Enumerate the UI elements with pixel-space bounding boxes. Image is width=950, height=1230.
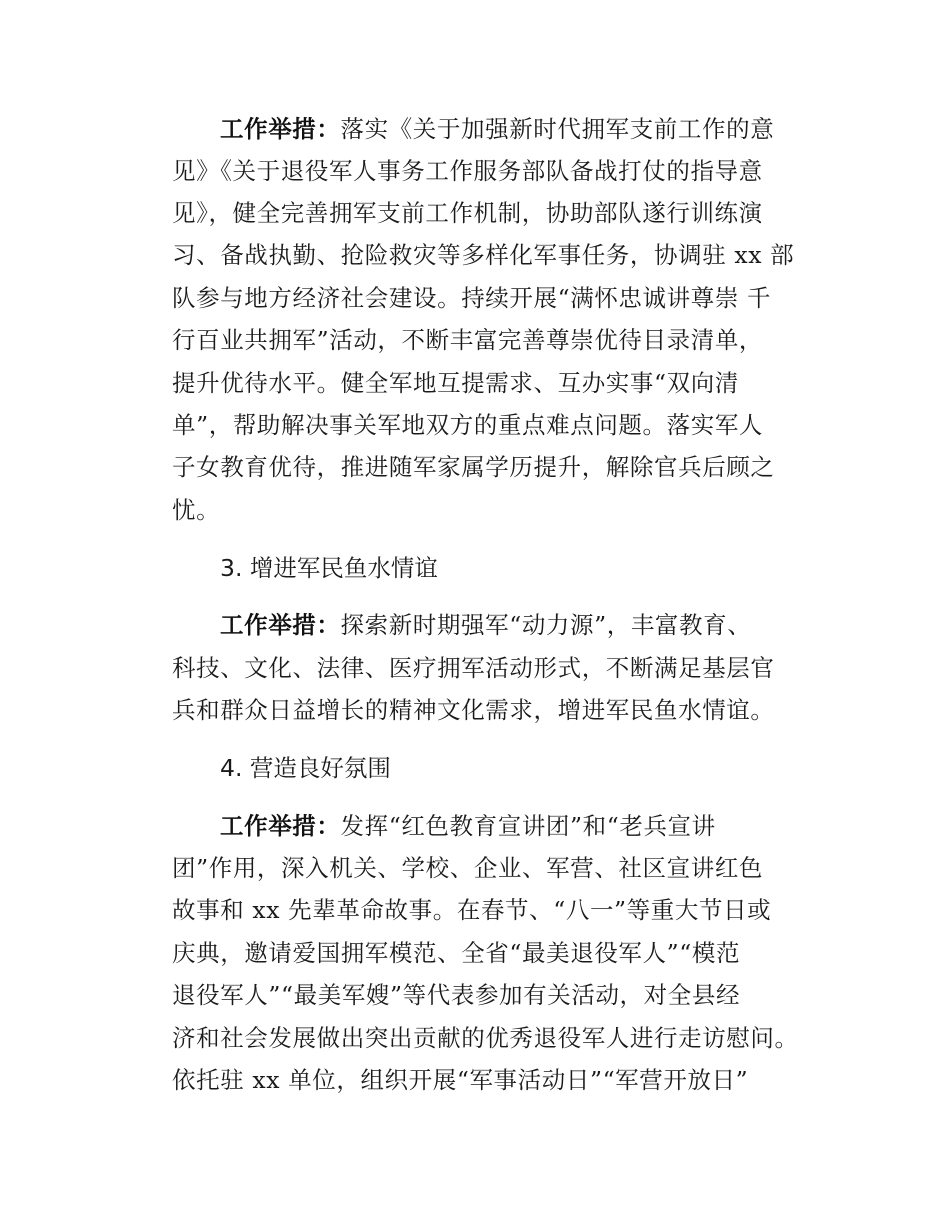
paragraph-line: 兵和群众日益增长的精神文化需求，增进军民鱼水情谊。 [172,696,775,724]
work-measures-label: 工作举措： [220,115,341,143]
paragraph-line: 单”，帮助解决事关军地双方的重点难点问题。落实军人 [172,411,764,439]
paragraph-line: 庆典，邀请爱国拥军模范、全省“最美退役军人”“模范 [172,939,741,967]
paragraph-text: 探索新时期强军“动力源”，丰富教育、 [340,611,752,639]
paragraph-line: 行百业共拥军”活动，不断丰富完善尊崇优待目录清单， [172,326,764,354]
section-heading: 4. 营造良好氛围 [220,754,391,782]
paragraph-line: 习、备战执勤、抢险救灾等多样化军事任务，协调驻 xx 部 [172,241,795,269]
paragraph-line [220,603,860,647]
paragraph-line: 忧。 [172,496,221,524]
paragraph-line: 故事和 xx 先辈革命故事。在春节、“八一”等重大节日或 [172,896,772,924]
paragraph-line: 济和社会发展做出突出贡献的优秀退役军人进行走访慰问。 [172,1024,799,1052]
paragraph-text: 落实《关于加强新时代拥军支前工作的意 [340,115,775,143]
paragraph-line: 队参与地方经济社会建设。持续开展“满怀忠诚讲尊崇 千 [172,284,772,312]
paragraph-line [220,804,860,848]
section-heading: 3. 增进军民鱼水情谊 [220,554,438,582]
paragraph-line: 提升优待水平。健全军地互提需求、互办实事“双向清 [172,369,739,397]
paragraph-line: 见》，健全完善拥军支前工作机制，协助部队遂行训练演 [172,199,763,227]
paragraph-line: 子女教育优待，推进随军家属学历提升，解除官兵后顾之 [172,453,775,481]
paragraph-text: 发挥“红色教育宣讲团”和“老兵宣讲 [340,812,716,840]
paragraph-line: 见》《关于退役军人事务工作服务部队备战打仗的指导意 [172,157,763,185]
paragraph-line: 退役军人”“最美军嫂”等代表参加有关活动，对全县经 [172,981,741,1009]
paragraph-line: 团”作用，深入机关、学校、企业、军营、社区宣讲红色 [172,854,764,882]
paragraph-line: 依托驻 xx 单位，组织开展“军事活动日”“军营开放日” [172,1066,749,1094]
work-measures-label: 工作举措： [220,812,341,840]
paragraph-line: 科技、文化、法律、医疗拥军活动形式，不断满足基层官 [172,654,775,682]
paragraph-line [220,107,860,151]
work-measures-label: 工作举措： [220,611,341,639]
